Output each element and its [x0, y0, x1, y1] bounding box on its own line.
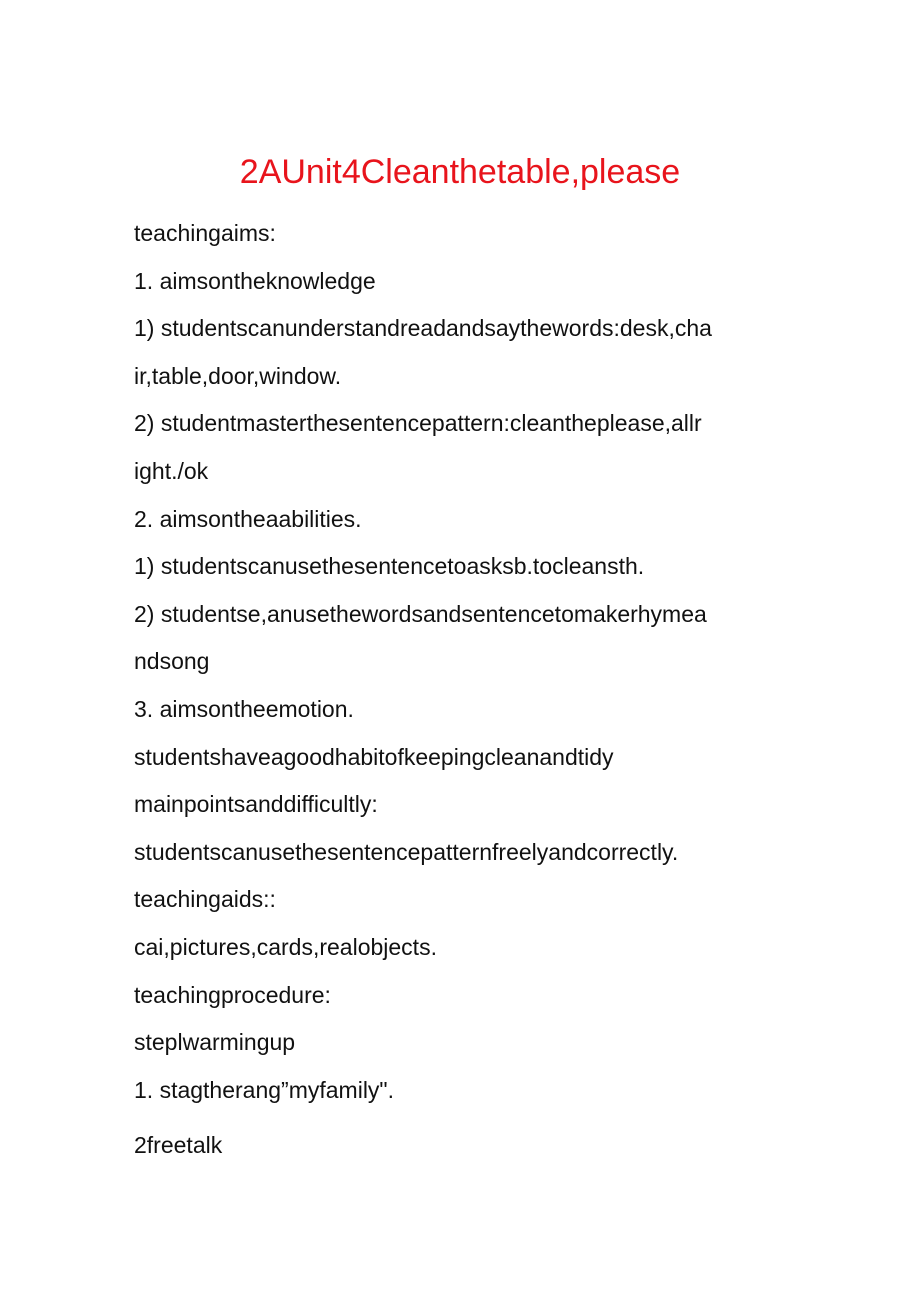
- text-line: ight./ok: [134, 457, 209, 484]
- text-line: 1) studentscanunderstandreadandsaythewords:desk,cha: [134, 315, 712, 342]
- text-line: ir,table,door,window.: [134, 362, 342, 389]
- text-line: teachingaims:: [134, 220, 276, 246]
- text-line: 2) studentse,anusethewordsandsentencetomakerhymea: [134, 600, 707, 627]
- text-line: mainpointsanddifficultly:: [134, 791, 378, 818]
- document-title: 2AUnit4Cleanthetable,please: [239, 153, 681, 191]
- text-line: ndsong: [134, 648, 210, 675]
- text-line: studentscanusethesentencepatternfreelyandcorrectly.: [134, 838, 679, 865]
- text-line: 2. aimsontheaabilities.: [134, 505, 362, 532]
- text-line: steplwarmingup: [134, 1029, 296, 1056]
- document-body: [134, 210, 794, 1170]
- text-line: 1. aimsontheknowledge: [134, 267, 376, 294]
- text-line: 1) studentscanusethesentencetoasksb.tocleansth.: [134, 553, 645, 580]
- text-line: 3. aimsontheemotion.: [134, 695, 354, 722]
- text-line: teachingaids::: [134, 886, 276, 913]
- text-line: cai,pictures,cards,realobjects.: [134, 933, 437, 960]
- text-line: 2) studentmasterthesentencepattern:cleantheplease,allr: [134, 410, 702, 437]
- text-line: teachingprocedure:: [134, 981, 331, 1008]
- text-line: 1. stagtherang”myfamily".: [134, 1076, 394, 1103]
- text-line: studentshaveagoodhabitofkeepingcleanandtidy: [134, 743, 614, 770]
- text-line: 2freetalk: [134, 1132, 223, 1159]
